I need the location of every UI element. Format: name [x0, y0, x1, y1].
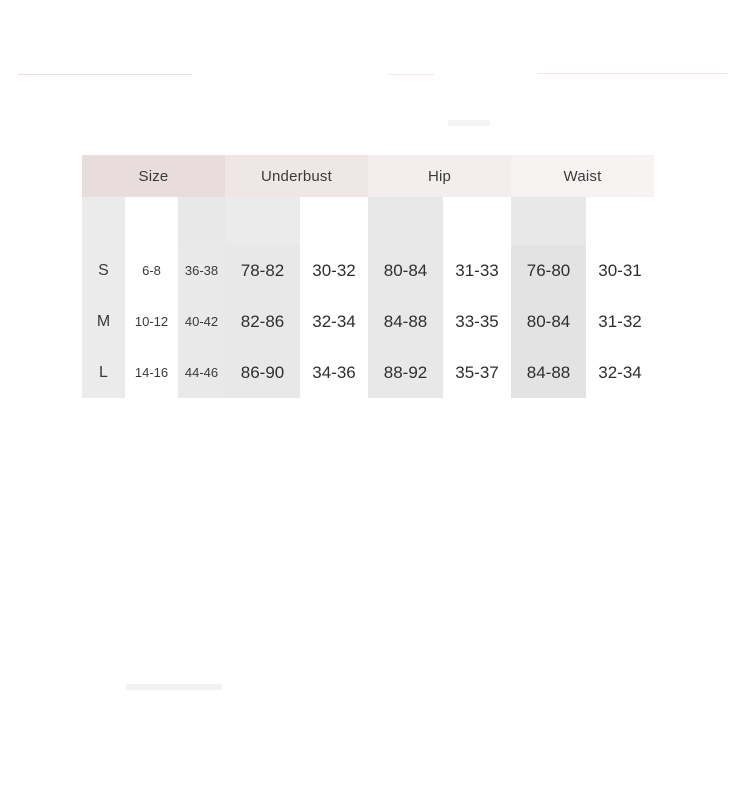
cell-size-label: S — [82, 245, 125, 296]
top-rule-center — [388, 74, 434, 75]
cell-waist-cm: 80-84 — [511, 296, 586, 347]
cell-underbust-in: 32-34 — [300, 296, 368, 347]
cell-waist-cm: 84-88 — [511, 347, 586, 398]
top-rule-right — [538, 73, 728, 74]
cell-underbust-in: 30-32 — [300, 245, 368, 296]
cell-hip-in: 33-35 — [443, 296, 511, 347]
spacer-cell-underbust-in — [300, 197, 368, 245]
cell-underbust-cm: 82-86 — [225, 296, 300, 347]
top-rule-left — [18, 74, 192, 75]
spacer-cell-waist-cm — [511, 197, 586, 245]
cell-hip-cm: 88-92 — [368, 347, 443, 398]
cell-waist-cm: 76-80 — [511, 245, 586, 296]
spacer-row — [82, 197, 654, 245]
spacer-cell-size-us — [125, 197, 178, 245]
cell-size-eu: 40-42 — [178, 296, 225, 347]
cell-size-eu: 44-46 — [178, 347, 225, 398]
cell-size-us: 10-12 — [125, 296, 178, 347]
cell-waist-in: 30-31 — [586, 245, 654, 296]
header-cell-waist: Waist — [511, 155, 654, 197]
cell-size-label: M — [82, 296, 125, 347]
table-header — [82, 155, 654, 197]
artifact-block-top — [448, 120, 490, 126]
artifact-block-bottom — [126, 684, 222, 690]
spacer-cell-underbust-cm — [225, 197, 300, 245]
cell-hip-in: 31-33 — [443, 245, 511, 296]
cell-hip-cm: 84-88 — [368, 296, 443, 347]
cell-size-us: 14-16 — [125, 347, 178, 398]
cell-hip-cm: 80-84 — [368, 245, 443, 296]
cell-waist-in: 31-32 — [586, 296, 654, 347]
spacer-cell-hip-cm — [368, 197, 443, 245]
spacer-cell-hip-in — [443, 197, 511, 245]
table-row — [82, 347, 654, 398]
size-chart-table — [82, 155, 654, 398]
table-row — [82, 296, 654, 347]
spacer-cell-size-label — [82, 197, 125, 245]
cell-size-eu: 36-38 — [178, 245, 225, 296]
table-row — [82, 245, 654, 296]
header-cell-underbust: Underbust — [225, 155, 368, 197]
header-cell-size: Size — [82, 155, 225, 197]
cell-size-label: L — [82, 347, 125, 398]
cell-size-us: 6-8 — [125, 245, 178, 296]
spacer-cell-waist-in — [586, 197, 654, 245]
spacer-cell-size-eu — [178, 197, 225, 245]
cell-underbust-cm: 78-82 — [225, 245, 300, 296]
cell-underbust-in: 34-36 — [300, 347, 368, 398]
cell-underbust-cm: 86-90 — [225, 347, 300, 398]
cell-waist-in: 32-34 — [586, 347, 654, 398]
cell-hip-in: 35-37 — [443, 347, 511, 398]
table-body — [82, 197, 654, 398]
header-cell-hip: Hip — [368, 155, 511, 197]
header-row — [82, 155, 654, 197]
